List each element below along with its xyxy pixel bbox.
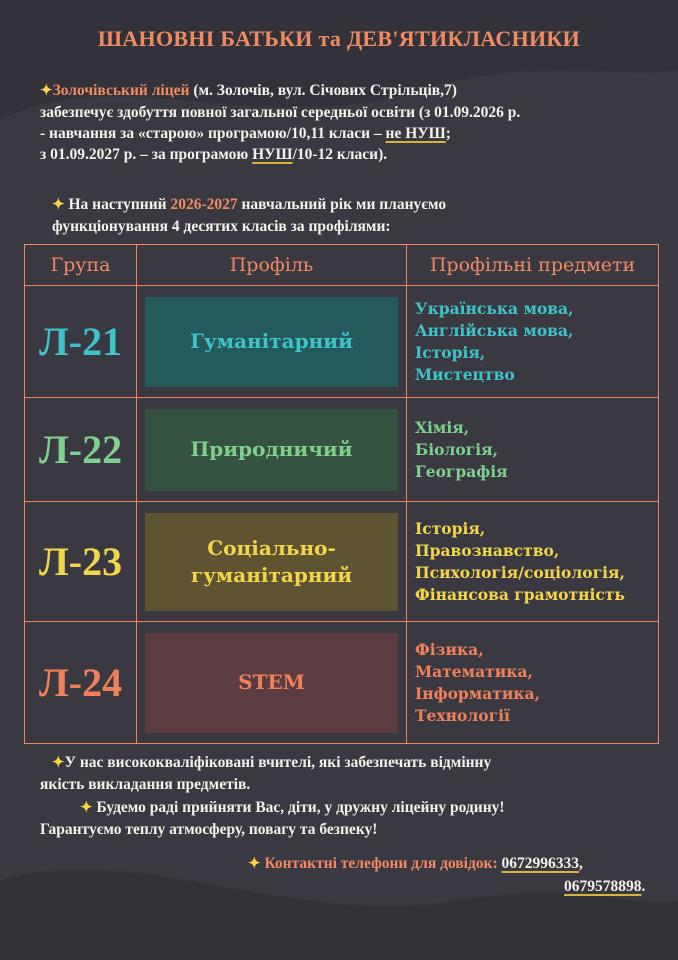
school-address: (м. Золочів, вул. Січових Стрільців,7)	[189, 82, 457, 99]
sparkle-icon: ✦	[80, 800, 93, 816]
plan-text: навчальний рік ми плануємо	[237, 196, 447, 213]
subject-item: Психологія/соціологія,	[415, 562, 625, 582]
subject-item: Історія,	[415, 518, 486, 538]
subjects-cell	[407, 398, 659, 502]
subject-item: Українська мова,	[415, 298, 574, 318]
subject-item: Фізика,	[415, 639, 484, 659]
intro-paragraph	[40, 80, 650, 165]
subject-item: Правознавство,	[415, 540, 560, 560]
subject-item: Математика,	[415, 661, 533, 681]
sparkle-icon: ✦	[248, 856, 261, 872]
welcome-text: Гарантуємо теплу атмосферу, повагу та безпеку!	[40, 821, 378, 838]
table-row	[25, 286, 659, 398]
intro-line: з 01.09.2027 р. – за програмою	[40, 146, 253, 163]
teachers-text: якість викладання предметів.	[40, 776, 251, 793]
profiles-table	[24, 244, 659, 744]
plan-text: На наступний	[68, 196, 171, 213]
school-name: Золочівський ліцей	[52, 82, 190, 99]
header-group: Група	[25, 245, 137, 286]
sparkle-icon: ✦	[52, 755, 65, 771]
profile-line: Соціально-	[207, 535, 336, 560]
phone-separator: .	[641, 878, 646, 895]
subject-item: Біологія,	[415, 439, 498, 459]
profile-cell	[137, 286, 407, 398]
subject-item: Хімія,	[415, 417, 470, 437]
teachers-paragraph	[40, 752, 662, 795]
teachers-text: У нас висококваліфіковані вчителі, які забезпечать відмінну	[64, 754, 492, 771]
sparkle-icon: ✦	[40, 83, 53, 99]
subject-item: Мистецтво	[415, 364, 515, 384]
profile-line: STEM	[238, 670, 305, 694]
plan-paragraph	[52, 194, 662, 237]
intro-line: забезпечує здобуття повної загальної середньої освіти (з 01.09.2026 р.	[40, 104, 521, 121]
welcome-text: Будемо раді прийняти Вас, діти, у дружну ліцейну родину!	[96, 799, 505, 816]
school-year: 2026-2027	[170, 196, 238, 213]
phone-link[interactable]: 0672996333	[501, 855, 580, 872]
subject-item: Інформатика,	[415, 683, 540, 703]
intro-line: /10-12 класи).	[292, 146, 388, 163]
subjects-cell	[407, 502, 659, 622]
profile-name	[145, 297, 398, 387]
contacts-paragraph	[248, 853, 668, 897]
table-row	[25, 502, 659, 622]
subjects-cell	[407, 286, 659, 398]
profile-line: Гуманітарний	[190, 329, 353, 353]
header-subjects: Профільні предмети	[407, 245, 659, 286]
subject-item: Географія	[415, 461, 508, 481]
intro-line: - навчання за «старою» програмою/10,11 класи –	[40, 125, 386, 142]
group-code: Л-22	[25, 398, 137, 502]
highlight-text: не НУШ	[385, 125, 446, 142]
intro-line: ;	[445, 125, 451, 142]
group-code: Л-24	[25, 622, 137, 744]
profile-name	[145, 409, 398, 491]
table-row	[25, 398, 659, 502]
table-header-row	[25, 245, 659, 286]
header-profile: Профіль	[137, 245, 407, 286]
subject-item: Фінансова грамотність	[415, 584, 625, 604]
page-title: ШАНОВНІ БАТЬКИ та ДЕВ'ЯТИКЛАСНИКИ	[97, 26, 581, 51]
profile-name	[145, 633, 398, 733]
table-row	[25, 622, 659, 744]
profile-line: Природничий	[190, 437, 353, 461]
phone-separator: ,	[579, 855, 583, 872]
profile-line: гуманітарний	[190, 562, 353, 587]
subject-item: Технології	[415, 705, 510, 725]
welcome-paragraph	[40, 797, 650, 840]
group-code: Л-21	[25, 286, 137, 398]
plan-text: функціонування 4 десятих класів за профілями:	[52, 218, 391, 235]
profile-cell	[137, 502, 407, 622]
profile-cell	[137, 398, 407, 502]
phone-link[interactable]: 0679578898	[564, 878, 642, 895]
subject-item: Англійська мова,	[415, 320, 574, 340]
subject-item: Історія,	[415, 342, 486, 362]
profile-cell	[137, 622, 407, 744]
profile-name	[145, 513, 398, 611]
contacts-label: Контактні телефони для довідок:	[264, 855, 498, 872]
sparkle-icon: ✦	[52, 197, 65, 213]
group-code: Л-23	[25, 502, 137, 622]
highlight-text: НУШ	[252, 146, 293, 163]
subjects-cell	[407, 622, 659, 744]
